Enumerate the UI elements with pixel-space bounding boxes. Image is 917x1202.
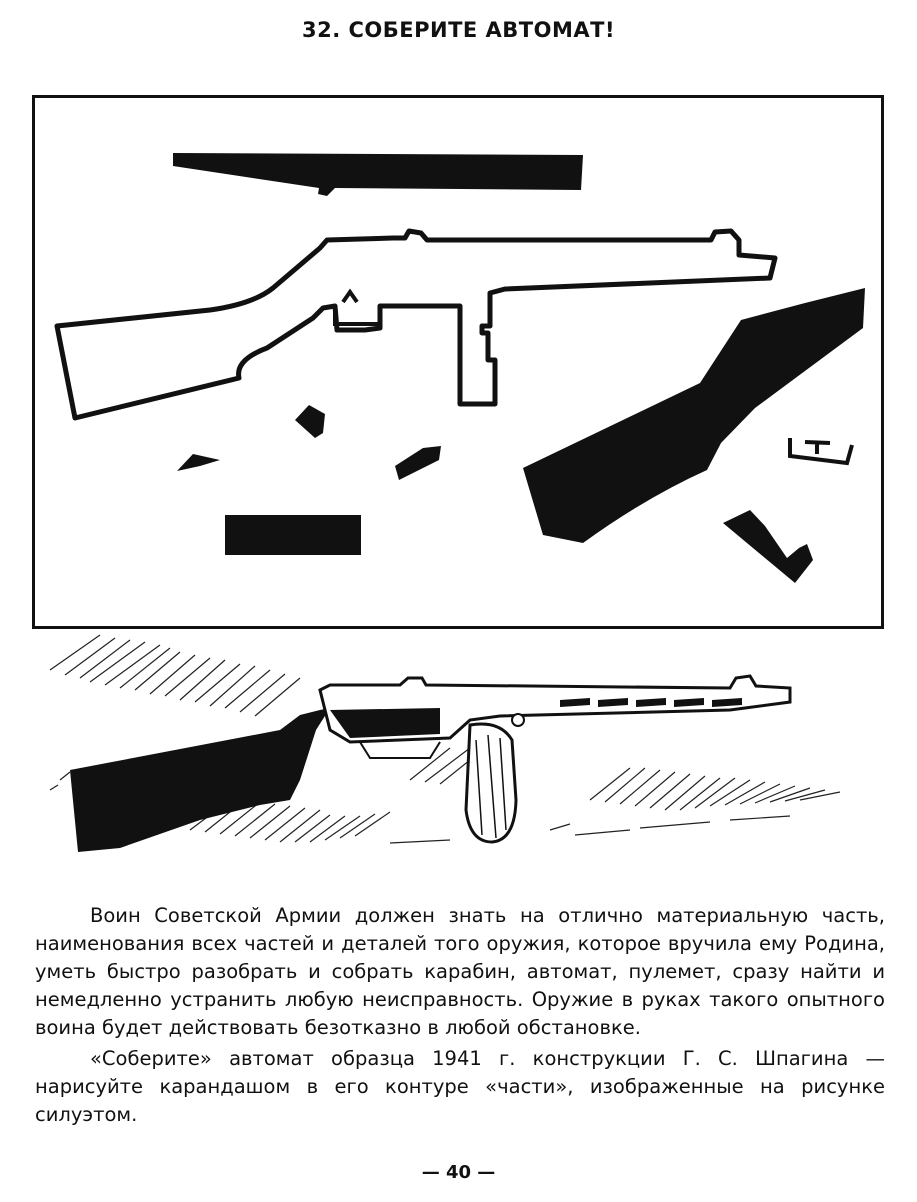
puzzle-frame: [32, 95, 884, 629]
page-title: 32. СОБЕРИТЕ АВТОМАТ!: [301, 18, 616, 42]
smg-stock: [70, 708, 330, 852]
part-small-3: [395, 446, 441, 480]
part-small-2: [295, 405, 325, 438]
gun-outline: [57, 231, 775, 418]
sight-part-outline: [790, 438, 852, 463]
paragraph: Воин Советской Армии должен знать на отлично материальную часть, наименования всех частей и деталей того оружия, которое вручила ему Родина, уметь быстро разобрать и собрать карабин, автомат, пулемет, сразу найти и немедленно устранить любую неисправность. Оружие в руках такого опытного воина будет действовать безотказно в любой обстановке.: [35, 904, 885, 1039]
puzzle-drawing: [35, 98, 887, 632]
smg-pivot: [512, 714, 524, 726]
stock-silhouette: [523, 288, 865, 543]
page-number: — 40 —: [421, 1162, 496, 1183]
smg-trigger-guard: [360, 742, 440, 758]
hatched-background: [30, 630, 890, 865]
bolt-part-silhouette: [723, 510, 813, 583]
paragraph: «Соберите» автомат образца 1941 г. конструкции Г. С. Шпагина — нарисуйте карандашом в его контуре «части», изображенные на рисунке силуэтом.: [35, 1047, 885, 1126]
magazine-silhouette: [225, 515, 361, 555]
body-text: [35, 902, 885, 1129]
receiver-cover-silhouette: [173, 153, 583, 196]
assembled-smg-illustration: [30, 630, 890, 865]
part-small-1: [177, 454, 220, 471]
trigger-guard-outline: [335, 292, 380, 324]
